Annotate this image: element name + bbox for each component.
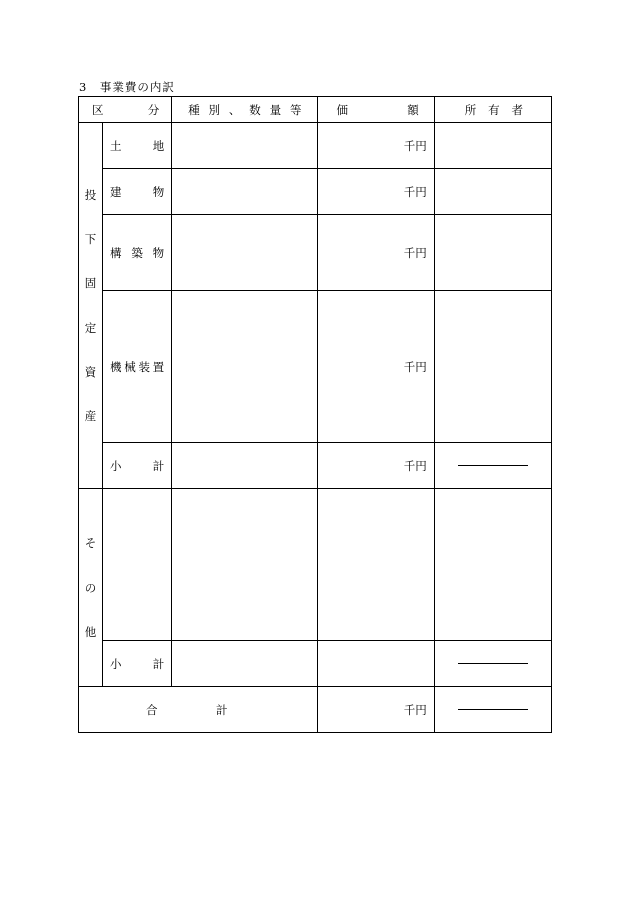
row-label-char: 置 [152, 359, 165, 374]
header-owner-char: 所 [464, 102, 477, 117]
header-type-char: 種 [188, 102, 200, 117]
header-type-char: 別 [208, 102, 221, 117]
subtotal-label [103, 443, 172, 489]
type-cell[interactable] [172, 641, 318, 687]
row-label-machinery [103, 291, 172, 443]
section-title: 3 事業費の内訳 [79, 80, 175, 94]
section1-label-char: 資 [84, 365, 97, 380]
row-label-char: 構 [110, 245, 122, 260]
subtotal-label [103, 641, 172, 687]
header-owner-char: 有 [488, 102, 500, 117]
section1-label [79, 123, 103, 489]
table-row [79, 489, 552, 641]
row-label-char: 機 [110, 359, 122, 374]
header-row [79, 97, 552, 123]
total-label-char: 計 [215, 702, 228, 717]
type-cell[interactable] [172, 291, 318, 443]
owner-cell-dash [434, 443, 551, 489]
section1-label-char: 固 [84, 276, 97, 291]
amount-cell[interactable]: 千円 [318, 291, 434, 443]
header-type [172, 97, 318, 123]
type-cell[interactable] [172, 215, 318, 291]
subtotal-row [79, 443, 552, 489]
subtotal-amount[interactable]: 千円 [318, 443, 434, 489]
section1-label-char: 投 [84, 187, 97, 202]
header-kubun-char: 区 [92, 102, 104, 117]
owner-cell[interactable] [434, 123, 551, 169]
amount-cell[interactable]: 千円 [318, 215, 434, 291]
owner-cell-dash [434, 641, 551, 687]
row-label-char: 物 [152, 184, 165, 199]
amount-cell[interactable]: 千円 [318, 123, 434, 169]
subtotal-label-char: 計 [152, 458, 165, 473]
section1-label-char: 定 [84, 320, 97, 335]
row-label-land [103, 123, 172, 169]
total-amount[interactable]: 千円 [318, 687, 434, 733]
owner-cell[interactable] [434, 215, 551, 291]
subtotal-label-char: 小 [110, 656, 122, 671]
row-label-cell[interactable] [103, 489, 172, 641]
row-label-char: 地 [152, 138, 165, 153]
type-cell[interactable] [172, 489, 318, 641]
type-cell[interactable] [172, 443, 318, 489]
header-type-char: 数 [249, 102, 261, 117]
header-kubun [79, 97, 172, 123]
owner-cell-dash [434, 687, 551, 733]
cost-breakdown-table [78, 96, 552, 733]
header-type-char: 、 [228, 102, 241, 117]
section2-label-char: 他 [84, 625, 97, 639]
header-owner-char: 者 [511, 102, 523, 117]
header-price-char: 額 [407, 102, 419, 117]
dash-line [458, 663, 528, 664]
header-type-char: 量 [269, 102, 282, 117]
subtotal-label-char: 小 [110, 458, 122, 473]
section2-label-char: そ [84, 536, 97, 550]
dash-line [458, 709, 528, 710]
section2-label-char: の [84, 580, 97, 595]
row-label-char: 械 [124, 359, 136, 374]
type-cell[interactable] [172, 123, 318, 169]
total-label-char: 合 [146, 702, 158, 717]
amount-cell[interactable]: 千円 [318, 169, 434, 215]
owner-cell[interactable] [434, 291, 551, 443]
owner-cell[interactable] [434, 169, 551, 215]
table-row [79, 169, 552, 215]
total-label [79, 687, 318, 733]
section2-label [79, 489, 103, 687]
owner-cell[interactable] [434, 489, 551, 641]
header-owner [434, 97, 551, 123]
subtotal-label-char: 計 [152, 656, 165, 671]
table-row [79, 291, 552, 443]
amount-cell[interactable] [318, 641, 434, 687]
header-type-char: 等 [289, 102, 302, 117]
row-label-char: 建 [110, 184, 122, 199]
header-price [318, 97, 434, 123]
row-label-structure [103, 215, 172, 291]
section1-label-char: 産 [84, 409, 97, 424]
dash-line [458, 465, 528, 466]
type-cell[interactable] [172, 169, 318, 215]
row-label-building [103, 169, 172, 215]
table-row [79, 123, 552, 169]
row-label-char: 物 [152, 245, 165, 260]
header-kubun-char: 分 [147, 102, 160, 117]
total-row [79, 687, 552, 733]
subtotal-row [79, 641, 552, 687]
row-label-char: 築 [131, 245, 143, 260]
section1-label-char: 下 [84, 231, 97, 246]
row-label-char: 装 [138, 359, 150, 374]
header-price-char: 価 [336, 102, 348, 117]
amount-cell[interactable] [318, 489, 434, 641]
row-label-char: 土 [110, 138, 122, 153]
table-row [79, 215, 552, 291]
